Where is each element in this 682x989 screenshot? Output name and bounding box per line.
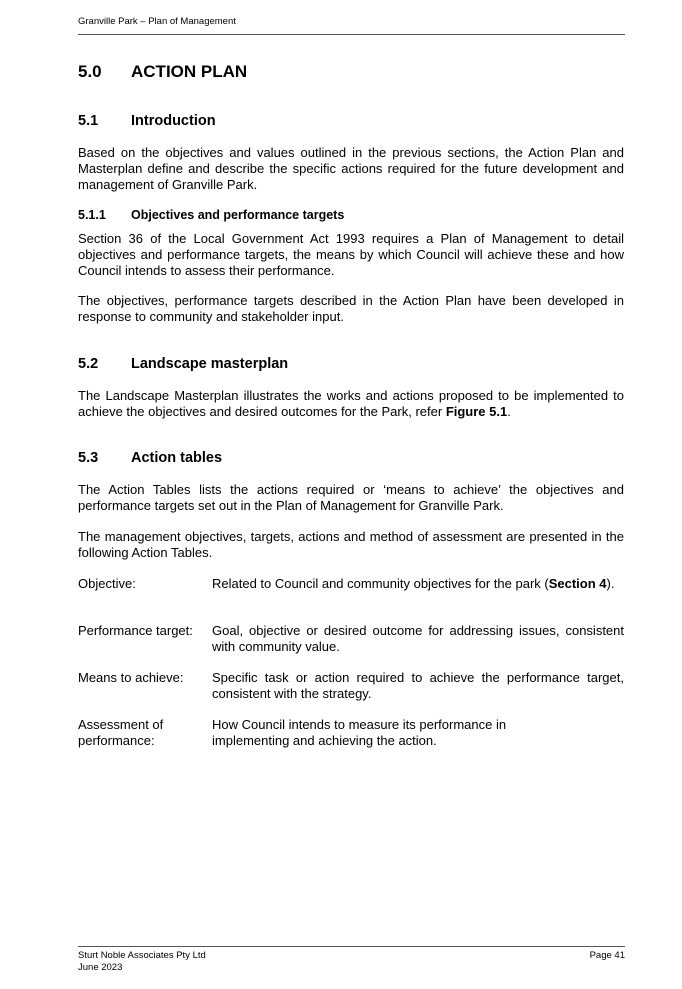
page-number: Page 41 [589, 950, 625, 961]
figure-reference: Figure 5.1 [445, 404, 508, 419]
section-title: Introduction [131, 113, 216, 129]
section-number: 5.3 [78, 450, 99, 466]
section-number: 5.2 [78, 356, 99, 372]
definition-term: Objective: [78, 576, 136, 591]
definition-description: Goal, objective or desired outcome for addressing issues, consistent with community value. [212, 623, 624, 654]
definition-term [78, 717, 212, 749]
footer-date: June 2023 [78, 962, 123, 973]
definition-text-end: ). [606, 576, 615, 591]
action-tables-paragraph-1: The Action Tables lists the actions required or ‘means to achieve’ the objectives and performance targets set out in the Plan of Management for Granville Park. [78, 482, 624, 513]
definition-term: Means to achieve: [78, 670, 184, 685]
masterplan-text: The Landscape Masterplan illustrates the works and actions proposed to be implemented to achieve the objectives and desired outcomes for the Park, refer [78, 388, 624, 419]
objectives-paragraph-1: Section 36 of the Local Government Act 1993 requires a Plan of Management to detail objectives and performance targets, the means by which Council will achieve these and how Council intends to assess their performance. [78, 231, 624, 278]
action-tables-paragraph-2: The management objectives, targets, actions and method of assessment are presented in the following Action Tables. [78, 529, 624, 560]
footer-divider [78, 946, 625, 947]
masterplan-text-end: . [507, 404, 511, 419]
masterplan-paragraph [78, 388, 624, 420]
definition-term-line: Assessment of [78, 717, 164, 732]
section-heading-5-3 [78, 450, 222, 466]
definition-description [212, 717, 624, 749]
header-divider [78, 34, 625, 35]
definition-description-line: How Council intends to measure its performance in [212, 717, 507, 732]
section-heading-5-1 [78, 113, 216, 129]
section-reference: Section 4 [548, 576, 607, 591]
definition-term-line: performance: [78, 733, 155, 748]
section-heading-5-1-1 [78, 208, 344, 222]
running-header: Granville Park – Plan of Management [78, 16, 236, 27]
section-title: Landscape masterplan [131, 356, 289, 372]
section-title: Action tables [131, 450, 223, 466]
definition-description [212, 576, 624, 592]
section-title: Objectives and performance targets [131, 208, 345, 222]
definition-description: Specific task or action required to achieve the performance target, consistent with the strategy. [212, 670, 624, 701]
section-title: ACTION PLAN [131, 62, 248, 81]
definition-description-line: implementing and achieving the action. [212, 733, 437, 748]
footer-info [78, 950, 206, 974]
footer-company: Sturt Noble Associates Pty Ltd [78, 950, 206, 961]
section-number: 5.1 [78, 113, 99, 129]
definition-text: Related to Council and community objectives for the park ( [212, 576, 549, 591]
section-heading-5-2 [78, 356, 288, 372]
definition-term: Performance target: [78, 623, 193, 638]
section-number: 5.1.1 [78, 208, 106, 222]
intro-paragraph: Based on the objectives and values outlined in the previous sections, the Action Plan and Masterplan define and describe the specific actions required for the future development and management of Granville Park. [78, 145, 624, 192]
objectives-paragraph-2: The objectives, performance targets described in the Action Plan have been developed in response to community and stakeholder input. [78, 293, 624, 324]
section-number: 5.0 [78, 62, 102, 81]
section-heading-5-0 [78, 62, 247, 82]
